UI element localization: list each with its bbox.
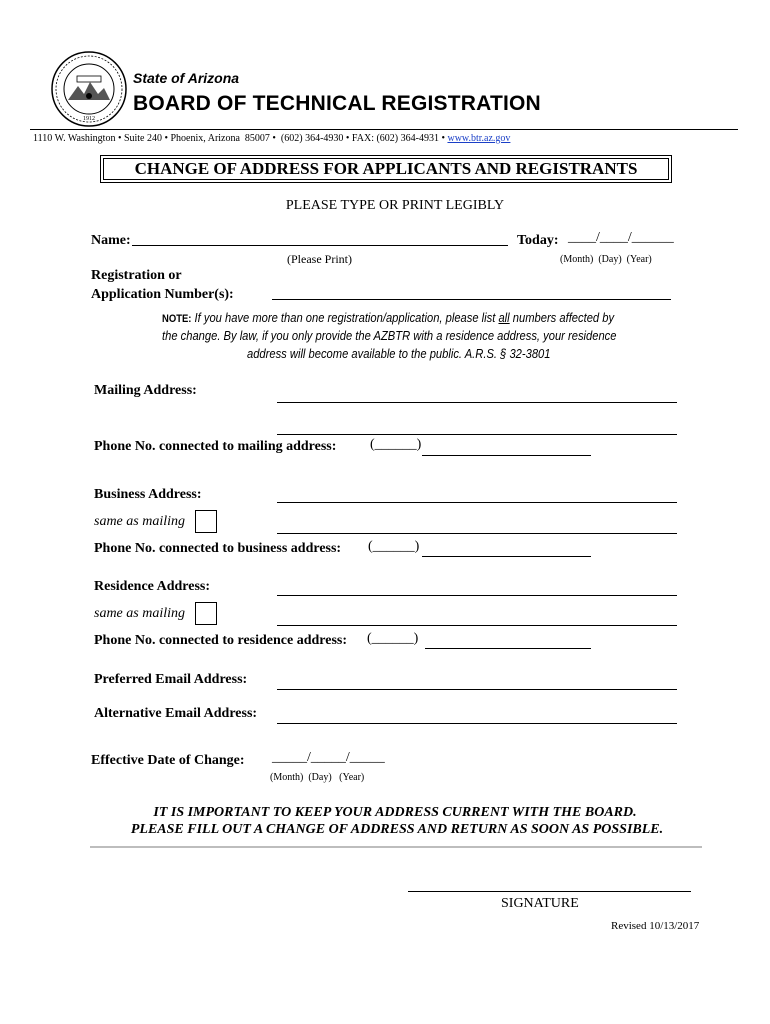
- preferred-email-field[interactable]: [277, 689, 677, 690]
- header-rule: [30, 129, 738, 130]
- phone-business-label: Phone No. connected to business address:: [94, 541, 342, 556]
- note-text-2: numbers affected by: [509, 310, 615, 325]
- business-address-line-1[interactable]: [277, 502, 677, 503]
- registration-label-2: Application Number(s):: [91, 287, 234, 302]
- name-hint: (Please Print): [287, 252, 352, 266]
- business-same-as-mailing-label: same as mailing: [94, 514, 185, 529]
- effective-date-hint: (Month) (Day) (Year): [270, 772, 365, 783]
- effective-date-field[interactable]: _____/_____/_____: [272, 750, 385, 765]
- divider: [90, 846, 702, 848]
- state-name: State of Arizona: [133, 70, 240, 86]
- preferred-email-label: Preferred Email Address:: [94, 672, 248, 687]
- phone-mailing-area[interactable]: (______): [370, 437, 422, 452]
- phone-residence-label: Phone No. connected to residence address:: [94, 633, 348, 648]
- title-box: [100, 155, 672, 183]
- phone-mailing-label: Phone No. connected to mailing address:: [94, 439, 337, 454]
- name-field[interactable]: [132, 245, 508, 246]
- note-label: NOTE:: [162, 313, 192, 325]
- name-label: Name:: [91, 233, 131, 248]
- business-address-label: Business Address:: [94, 487, 202, 502]
- phone-residence-area[interactable]: (______): [367, 631, 419, 646]
- residence-same-as-mailing-label: same as mailing: [94, 606, 185, 621]
- phone-business-field[interactable]: [422, 556, 591, 557]
- residence-address-label: Residence Address:: [94, 579, 211, 594]
- svg-text:1912: 1912: [83, 116, 95, 122]
- today-date-field[interactable]: ____/____/______: [568, 230, 674, 245]
- business-address-line-2[interactable]: [277, 533, 677, 534]
- note-all: all: [498, 310, 510, 325]
- important-line-2: PLEASE FILL OUT A CHANGE OF ADDRESS AND RETURN AS SOON AS POSSIBLE.: [130, 822, 664, 837]
- signature-label: SIGNATURE: [501, 896, 579, 911]
- board-name: BOARD OF TECHNICAL REGISTRATION: [133, 92, 541, 115]
- business-same-as-mailing-checkbox[interactable]: [195, 510, 217, 533]
- today-label: Today:: [517, 233, 559, 248]
- note-line-3: address will become available to the public. A.R.S. § 32-3801: [247, 346, 551, 361]
- instruction-text: PLEASE TYPE OR PRINT LEGIBLY: [285, 198, 505, 213]
- contact-line: [33, 133, 510, 144]
- important-line-1: IT IS IMPORTANT TO KEEP YOUR ADDRESS CURRENT WITH THE BOARD.: [153, 805, 637, 820]
- form-title: CHANGE OF ADDRESS FOR APPLICANTS AND REGISTRANTS: [103, 158, 669, 180]
- mailing-address-line-2[interactable]: [277, 434, 677, 435]
- phone-mailing-field[interactable]: [422, 455, 591, 456]
- alternative-email-label: Alternative Email Address:: [94, 706, 258, 721]
- residence-address-line-2[interactable]: [277, 625, 677, 626]
- alternative-email-field[interactable]: [277, 723, 677, 724]
- mailing-address-label: Mailing Address:: [94, 383, 197, 398]
- registration-number-field[interactable]: [272, 299, 671, 300]
- phone-business-area[interactable]: (______): [368, 539, 420, 554]
- note-text-1: If you have more than one registration/application, please list: [191, 310, 499, 325]
- revised-date: Revised 10/13/2017: [611, 920, 700, 932]
- note-line-2: the change. By law, if you only provide the AZBTR with a residence address, your residence: [162, 328, 617, 343]
- website-link[interactable]: www.btr.az.gov: [447, 133, 511, 144]
- signature-field[interactable]: [408, 891, 691, 892]
- registration-label-1: Registration or: [91, 268, 182, 283]
- phone-residence-field[interactable]: [425, 648, 591, 649]
- effective-date-label: Effective Date of Change:: [91, 753, 245, 768]
- mailing-address-line-1[interactable]: [277, 402, 677, 403]
- state-seal-logo: [50, 50, 128, 128]
- today-hint: (Month) (Day) (Year): [560, 254, 652, 265]
- residence-same-as-mailing-checkbox[interactable]: [195, 602, 217, 625]
- note-line-1: [162, 310, 614, 325]
- contact-address: 1110 W. Washington • Suite 240 • Phoenix, Arizona 85007 • (602) 364-4930 • FAX: (602) 364-4931 •: [33, 133, 448, 144]
- residence-address-line-1[interactable]: [277, 595, 677, 596]
